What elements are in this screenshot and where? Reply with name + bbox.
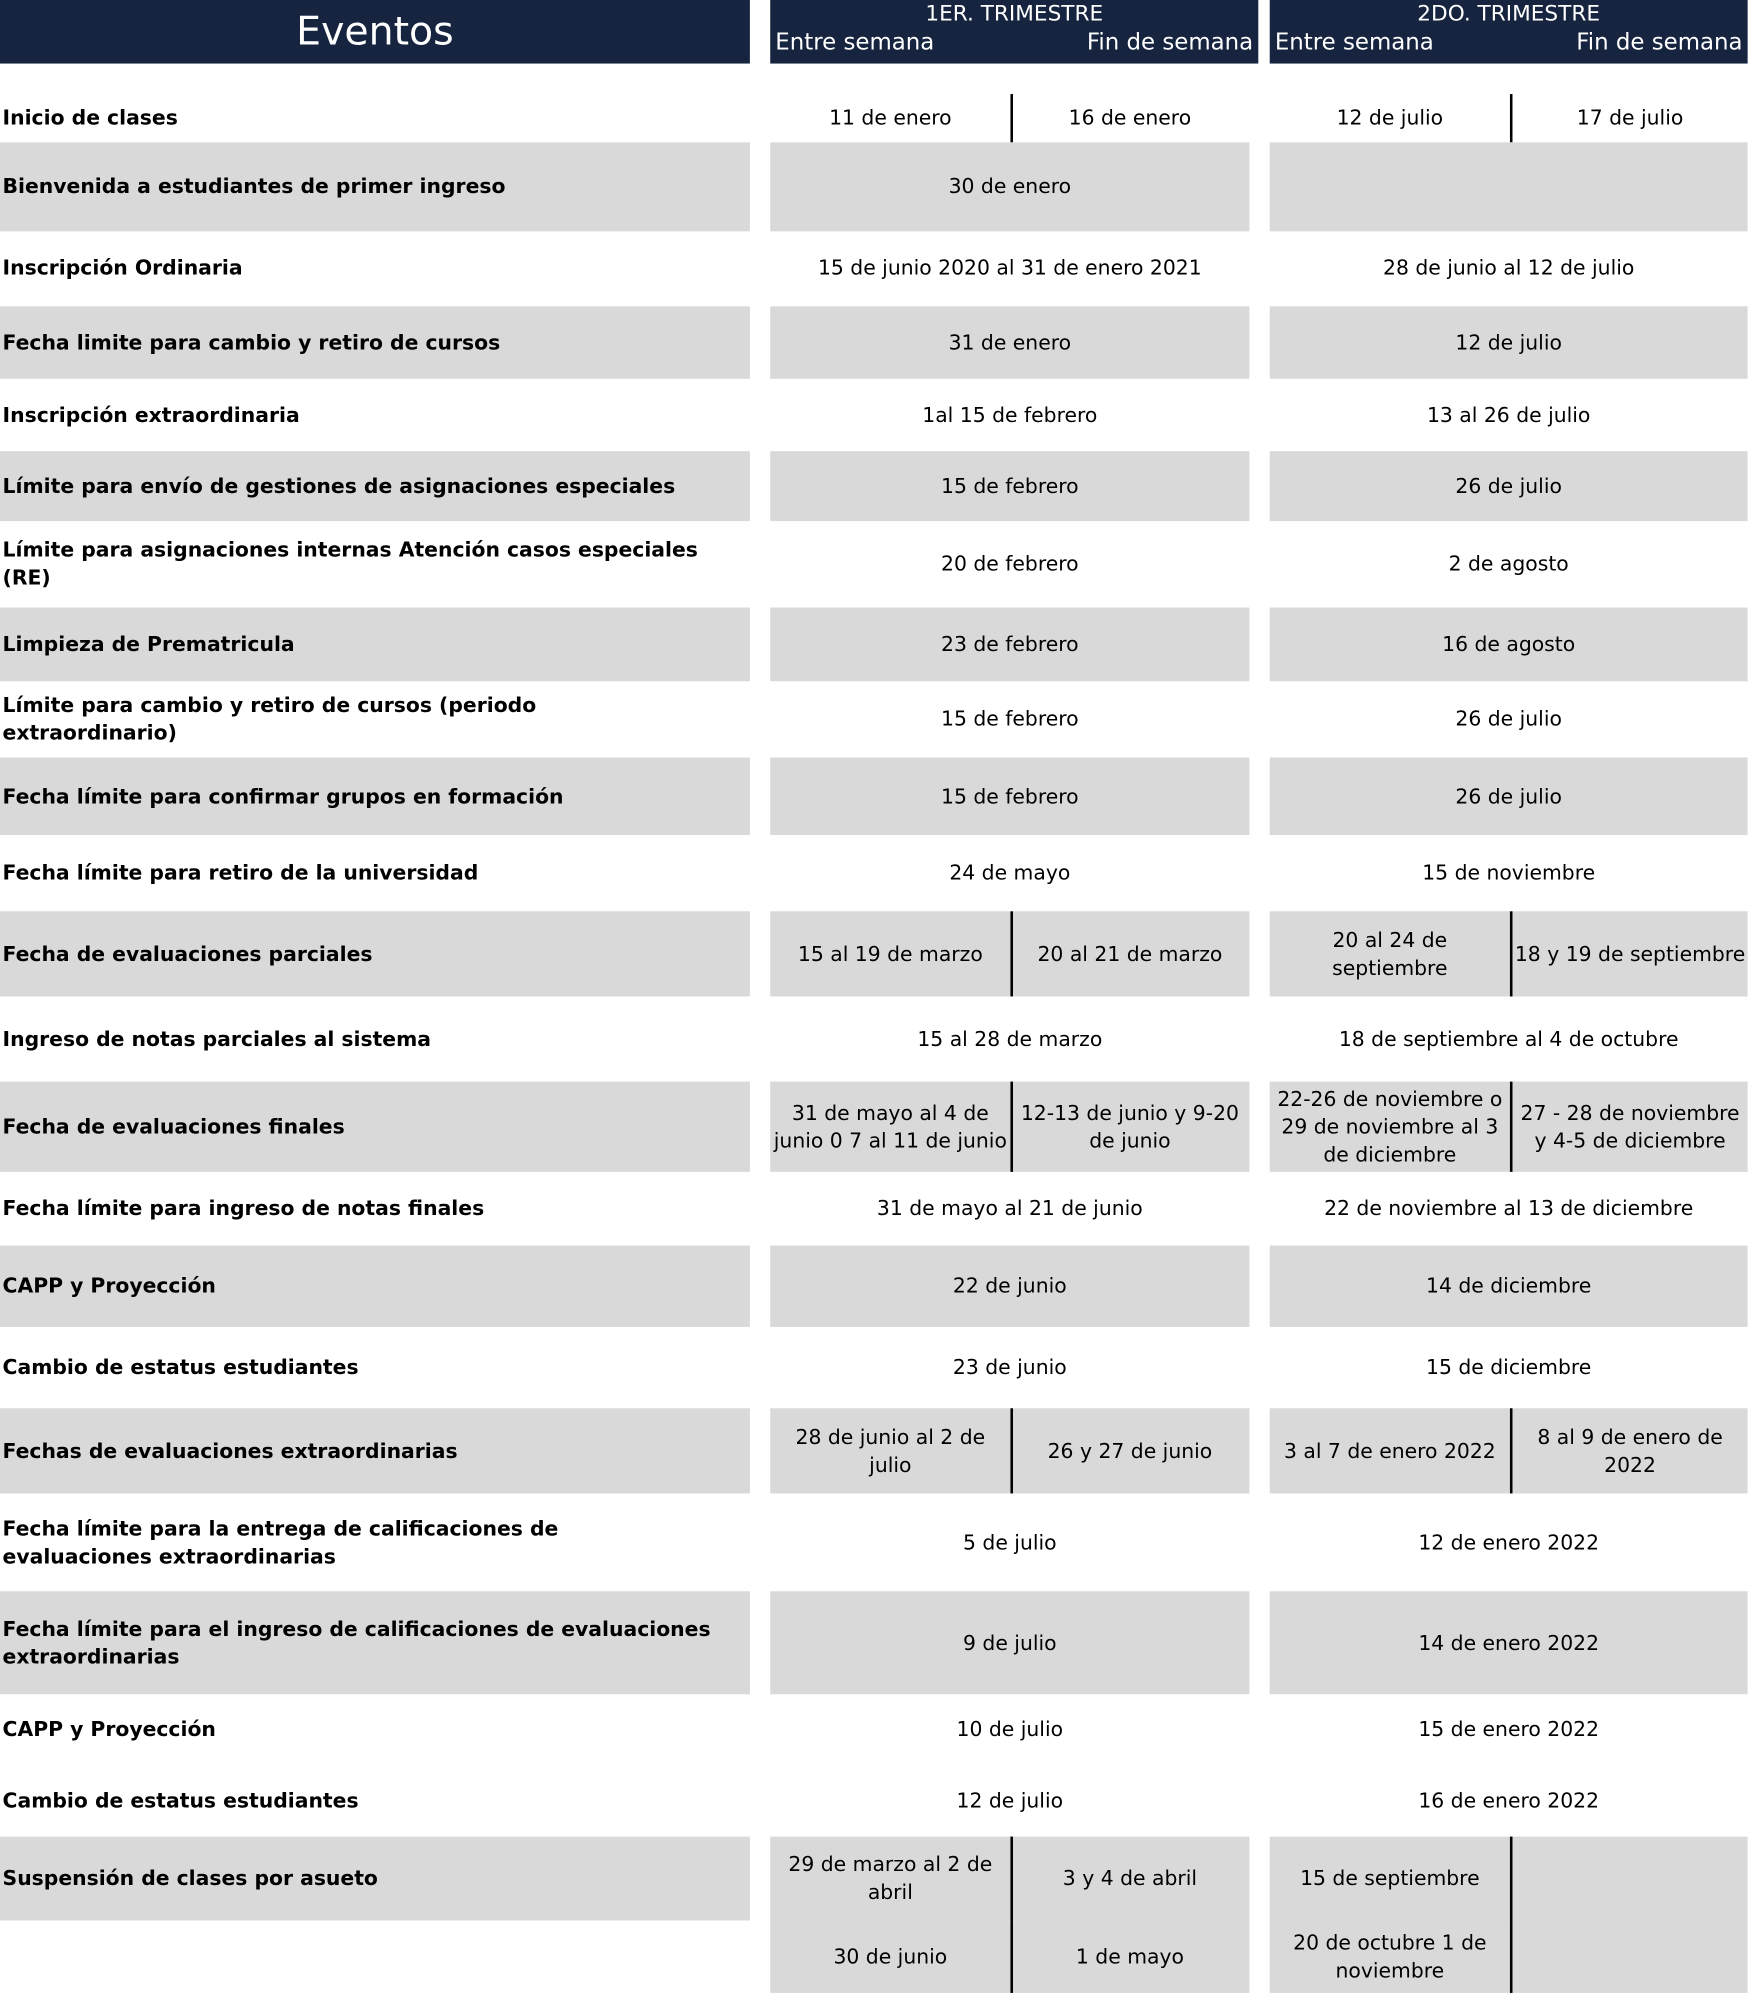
term2-weekday-cell: 20 de octubre 1 de noviembre — [1293, 1930, 1487, 1983]
term1-cell: 15 de febrero — [941, 783, 1079, 808]
term2-cell: 15 de enero 2022 — [1418, 1716, 1600, 1741]
term2-cell: 14 de diciembre — [1426, 1273, 1592, 1298]
event-label: Fecha límite para la entrega de calificaciones de evaluaciones extraordinarias — [2, 1515, 559, 1568]
term1-cell: 31 de enero — [948, 329, 1072, 354]
event-label: Fecha de evaluaciones parciales — [2, 941, 373, 966]
term1-cell: 15 de febrero — [941, 473, 1079, 498]
event-label — [3, 1920, 715, 1992]
term1-title: 1ER. TRIMESTRE — [925, 1, 1104, 27]
term1-weekend-cell: 12-13 de junio y 9-20 de junio — [1020, 1100, 1239, 1153]
term2-weekday-cell: 22-26 de noviembre o 29 de noviembre al 3 de diciembre — [1277, 1086, 1503, 1167]
term1-header — [770, 0, 1258, 64]
term1-weekday-cell: 29 de marzo al 2 de abril — [788, 1851, 993, 1904]
event-label: Cambio de estatus estudiantes — [2, 1787, 359, 1812]
term1-weekend-cell: 3 y 4 de abril — [1062, 1865, 1198, 1890]
term2-weekday-cell: 15 de septiembre — [1300, 1865, 1480, 1890]
event-label: Ingreso de notas parciales al sistema — [2, 1026, 432, 1051]
term2-title: 2DO. TRIMESTRE — [1417, 1, 1601, 27]
term1-cell: 23 de febrero — [941, 631, 1079, 656]
term1-cell: 15 al 28 de marzo — [917, 1026, 1103, 1051]
event-label: Fecha límite para el ingreso de calificaciones de evaluaciones extraordinarias — [2, 1616, 711, 1669]
term1-cell: 5 de julio — [963, 1529, 1057, 1554]
term1-weekday-cell: 31 de mayo al 4 de junio 0 7 al 11 de junio — [773, 1100, 1007, 1153]
term2-cell: 15 de noviembre — [1422, 860, 1596, 885]
term1-weekend-header: Fin de semana — [1086, 29, 1254, 56]
term2-cell: 12 de enero 2022 — [1418, 1529, 1600, 1554]
event-label: Inscripción extraordinaria — [2, 402, 300, 427]
term1-cell: 15 de febrero — [941, 706, 1079, 731]
event-label: Fecha límite para ingreso de notas finales — [2, 1196, 485, 1221]
term2-cell: 16 de agosto — [1442, 631, 1576, 656]
term2-cell: 13 al 26 de julio — [1426, 402, 1591, 427]
event-label: Limpieza de Prematricula — [2, 631, 295, 656]
term2-cell: 28 de junio al 12 de julio — [1383, 255, 1635, 280]
event-label: Límite para envío de gestiones de asignaciones especiales — [2, 473, 676, 498]
term2-cell: 26 de julio — [1455, 473, 1562, 498]
event-label: Cambio de estatus estudiantes — [2, 1354, 359, 1380]
term2-weekday-cell: 20 al 24 de septiembre — [1332, 927, 1448, 980]
term2-cell — [1270, 142, 1748, 231]
term2-header — [1270, 0, 1748, 64]
term1-cell: 15 de junio 2020 al 31 de enero 2021 — [817, 255, 1202, 280]
term2-weekend-cell: 8 al 9 de enero de 2022 — [1537, 1424, 1723, 1477]
term2-cell: 15 de diciembre — [1426, 1354, 1592, 1380]
event-label: Fecha límite para retiro de la universidad — [2, 860, 479, 885]
term2-weekend-cell — [1512, 1920, 1747, 1992]
event-label: CAPP y Proyección — [2, 1273, 216, 1298]
term1-cell: 23 de junio — [952, 1354, 1067, 1380]
event-label: Fechas de evaluaciones extraordinarias — [2, 1438, 458, 1463]
event-label: Límite para cambio y retiro de cursos (periodo extraordinario) — [2, 692, 537, 745]
term2-cell: 16 de enero 2022 — [1418, 1787, 1600, 1812]
term1-cell: 31 de mayo al 21 de junio — [876, 1196, 1143, 1221]
term2-cell: 18 de septiembre al 4 de octubre — [1338, 1026, 1679, 1051]
term2-cell: 26 de julio — [1455, 706, 1562, 731]
term1-cell: 12 de julio — [956, 1787, 1064, 1812]
term2-cell: 12 de julio — [1455, 329, 1562, 354]
term2-weekend-header: Fin de semana — [1576, 29, 1743, 56]
term1-cell: 24 de mayo — [949, 860, 1071, 885]
term1-weekday-cell: 11 de enero — [829, 105, 952, 130]
term1-cell: 10 de julio — [956, 1716, 1064, 1741]
term2-weekend-cell: 27 - 28 de noviembre y 4-5 de diciembre — [1520, 1100, 1740, 1153]
term2-cell: 2 de agosto — [1448, 551, 1569, 576]
term1-weekend-cell: 20 al 21 de marzo — [1037, 941, 1223, 966]
event-label: Fecha límite para confirmar grupos en formación — [2, 783, 564, 808]
events-header: Eventos — [0, 0, 750, 64]
term1-weekday-header: Entre semana — [775, 29, 935, 56]
event-label: Fecha de evaluaciones finales — [2, 1114, 345, 1139]
term1-cell: 1al 15 de febrero — [922, 402, 1098, 427]
event-label: Inicio de clases — [2, 105, 178, 130]
event-label: CAPP y Proyección — [2, 1716, 216, 1741]
event-label: Fecha limite para cambio y retiro de cursos — [2, 329, 501, 354]
event-label: Suspensión de clases por asueto — [2, 1865, 378, 1890]
event-label: Inscripción Ordinaria — [2, 255, 243, 280]
event-label: Bienvenida a estudiantes de primer ingreso — [2, 174, 506, 199]
term2-cell: 14 de enero 2022 — [1418, 1630, 1600, 1655]
term2-cell: 26 de julio — [1455, 783, 1562, 808]
term2-weekend-cell: 18 y 19 de septiembre — [1514, 941, 1746, 966]
term2-cell: 22 de noviembre al 13 de diciembre — [1324, 1196, 1694, 1221]
term1-weekend-cell: 1 de mayo — [1075, 1943, 1184, 1969]
term1-cell: 20 de febrero — [941, 551, 1079, 576]
term1-weekday-cell: 28 de junio al 2 de julio — [795, 1424, 986, 1477]
term1-cell: 9 de julio — [963, 1630, 1057, 1655]
term1-weekday-cell: 15 al 19 de marzo — [797, 941, 983, 966]
term1-weekend-cell: 26 y 27 de junio — [1047, 1438, 1213, 1463]
term2-weekday-header: Entre semana — [1274, 29, 1434, 56]
term2-weekday-cell: 3 al 7 de enero 2022 — [1283, 1438, 1496, 1463]
term1-weekend-cell: 16 de enero — [1068, 105, 1192, 130]
term1-weekday-cell: 30 de junio — [833, 1943, 948, 1969]
event-label: Límite para asignaciones internas Atención casos especiales (RE) — [2, 537, 698, 590]
term1-cell: 22 de junio — [952, 1273, 1067, 1298]
term2-weekend-cell: 17 de julio — [1576, 105, 1684, 130]
term1-cell: 30 de enero — [948, 174, 1072, 199]
term2-weekend-cell — [1512, 1837, 1747, 1921]
term2-weekday-cell: 12 de julio — [1336, 105, 1444, 130]
